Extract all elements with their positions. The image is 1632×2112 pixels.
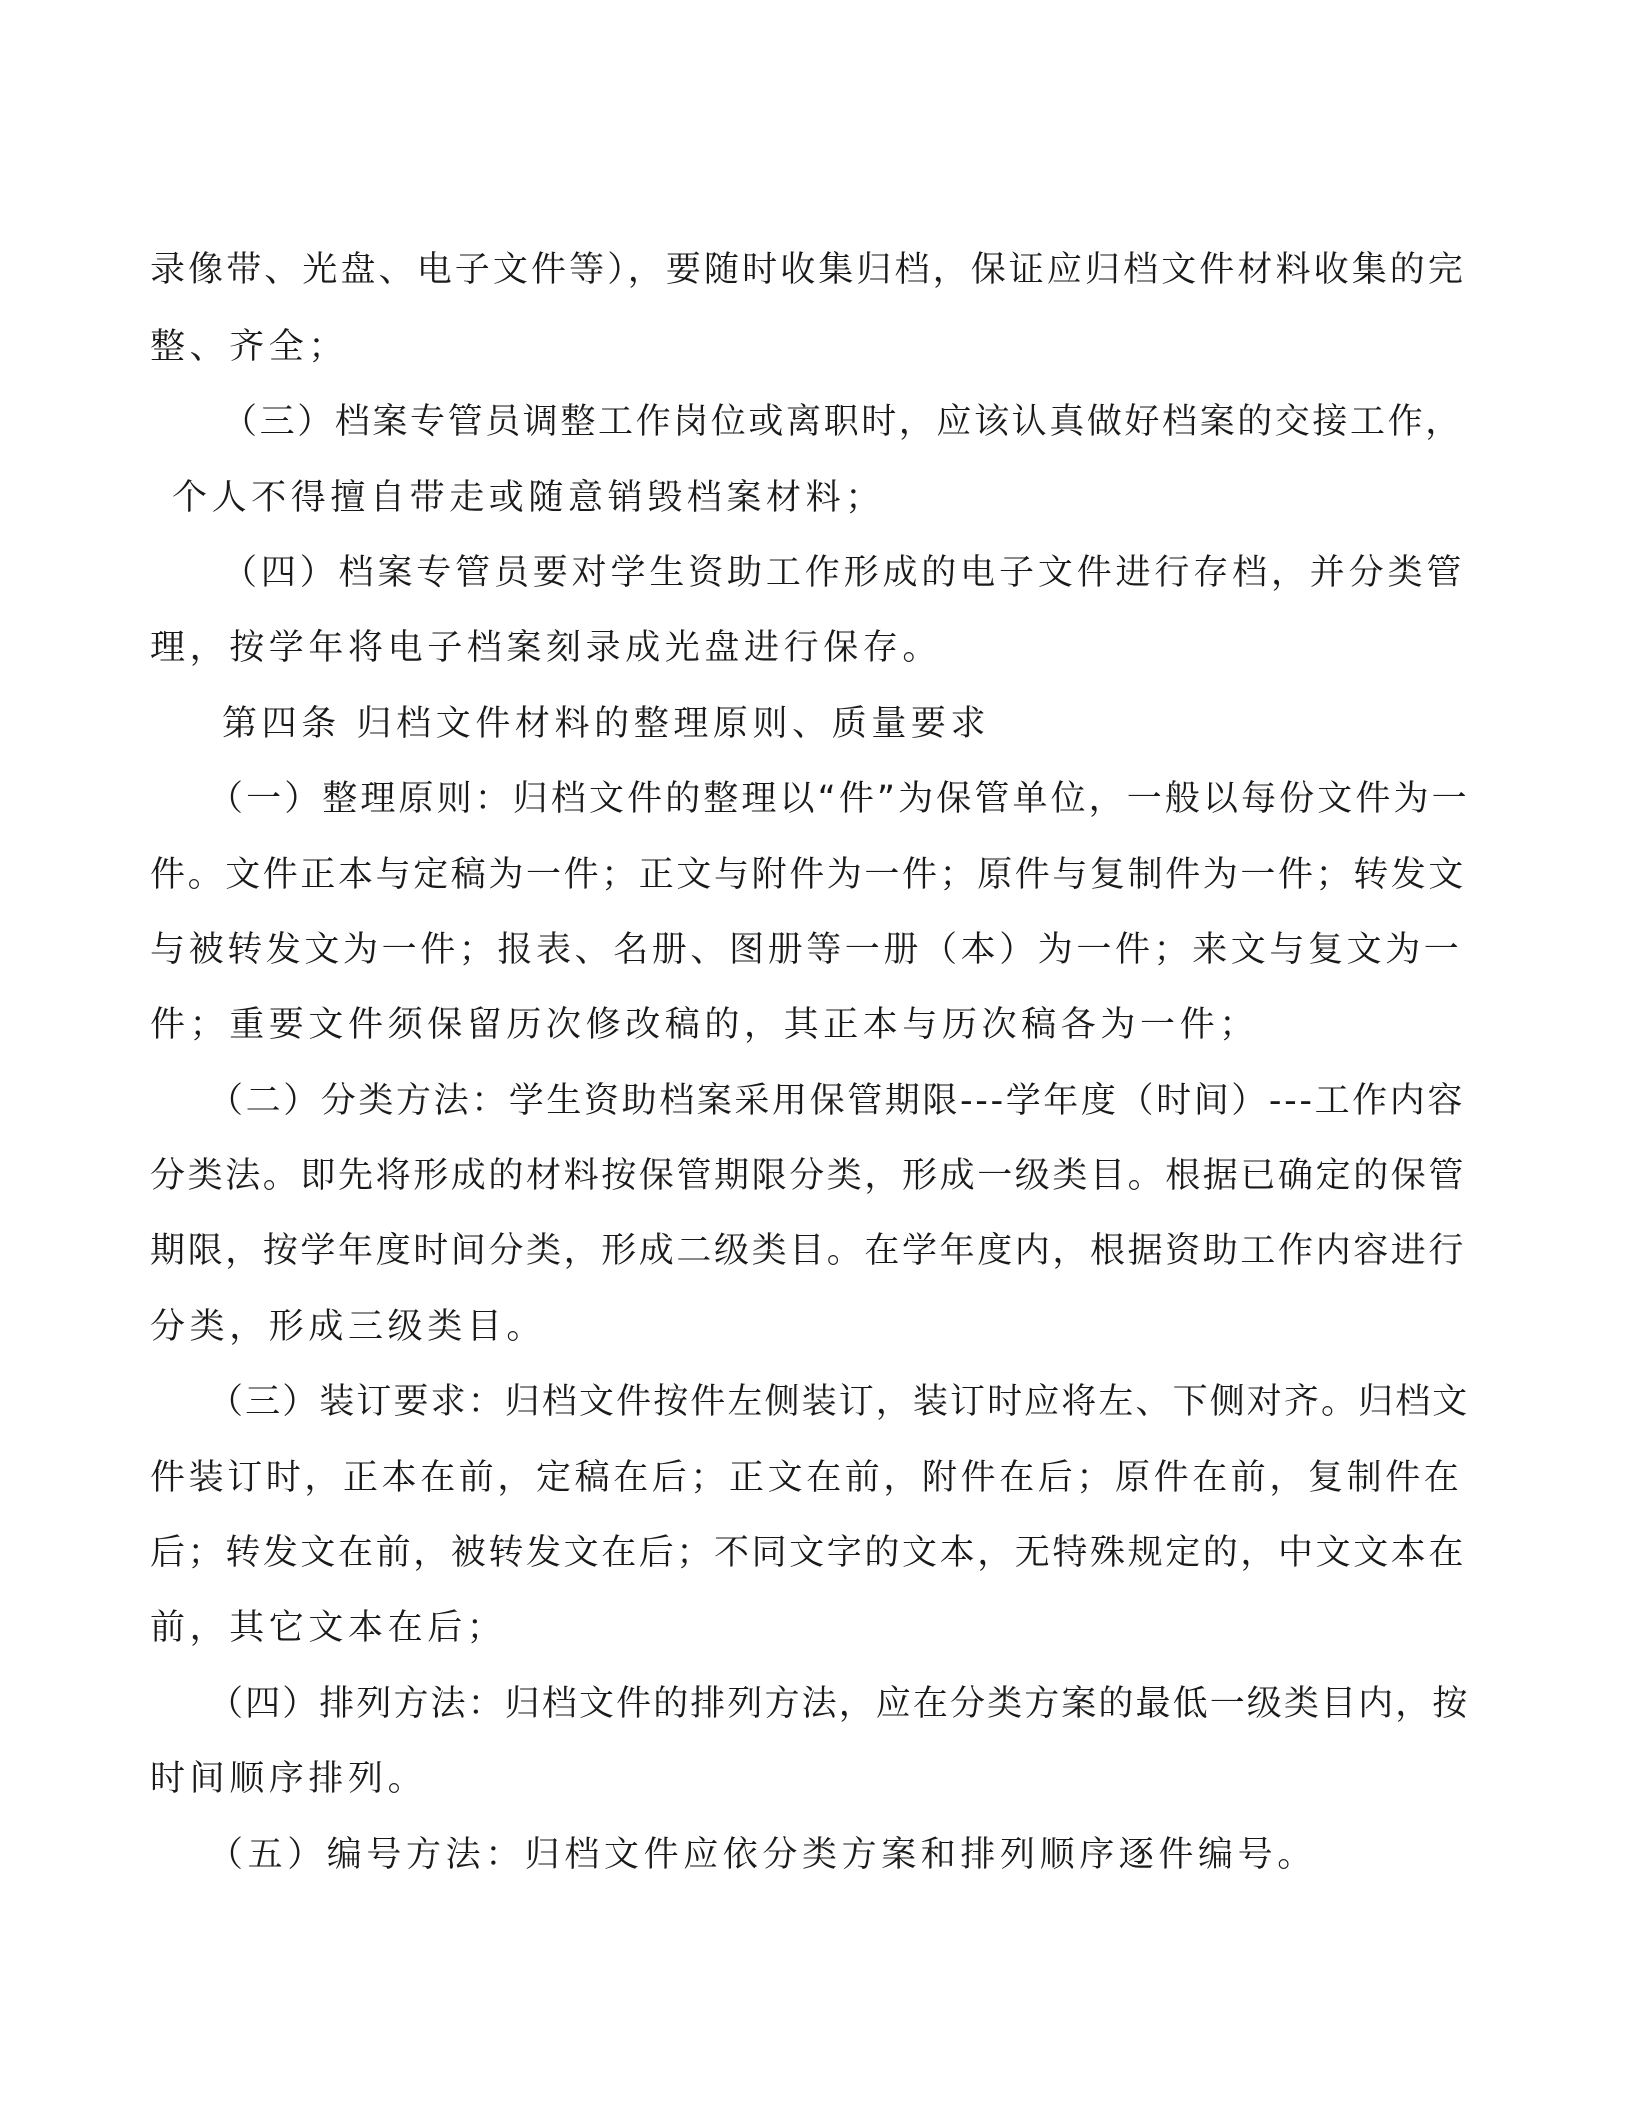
body-line: 件装订时，正本在前，定稿在后；正文在前，附件在后；原件在前，复制件在 bbox=[150, 1458, 1463, 1498]
body-line: 分类法。即先将形成的材料按保管期限分类，形成一级类目。根据已确定的保管 bbox=[150, 1156, 1467, 1196]
body-line: 整、齐全； bbox=[150, 327, 349, 367]
body-line: （三）档案专管员调整工作岗位或离职时，应该认真做好档案的交接工作， bbox=[222, 402, 1463, 442]
body-line: 分类，形成三级类目。 bbox=[150, 1307, 547, 1347]
body-line: 后；转发文在前，被转发文在后；不同文字的文本，无特殊规定的，中文文本在 bbox=[150, 1533, 1467, 1573]
body-line: （二）分类方法：学生资助档案采用保管期限---学年度（时间）---工作内容 bbox=[208, 1081, 1465, 1121]
body-line: 前，其它文本在后； bbox=[150, 1608, 507, 1648]
body-line: （四）排列方法：归档文件的排列方法，应在分类方案的最低一级类目内，按 bbox=[208, 1684, 1470, 1724]
body-line: 个人不得擅自带走或随意销毁档案材料； bbox=[172, 478, 885, 518]
body-line: （四）档案专管员要对学生资助工作形成的电子文件进行存档，并分类管 bbox=[222, 553, 1466, 593]
body-line: （五）编号方法：归档文件应依分类方案和排列顺序逐件编号。 bbox=[208, 1835, 1317, 1875]
body-line: 件。文件正本与定稿为一件；正文与附件为一件；原件与复制件为一件；转发文 bbox=[150, 855, 1467, 895]
section-heading: 第四条 归档文件材料的整理原则、质量要求 bbox=[222, 704, 991, 744]
body-line: 与被转发文为一件；报表、名册、图册等一册（本）为一件；来文与复文为一 bbox=[150, 930, 1463, 970]
body-line: 理，按学年将电子档案刻录成光盘进行保存。 bbox=[150, 628, 943, 668]
body-line: 件；重要文件须保留历次修改稿的，其正本与历次稿各为一件； bbox=[150, 1005, 1259, 1045]
body-line: （一）整理原则：归档文件的整理以“件”为保管单位，一般以每份文件为一 bbox=[208, 779, 1470, 819]
body-line: 期限，按学年度时间分类，形成二级类目。在学年度内，根据资助工作内容进行 bbox=[150, 1231, 1467, 1271]
body-line: 时间顺序排列。 bbox=[150, 1759, 428, 1799]
body-line: （三）装订要求：归档文件按件左侧装订，装订时应将左、下侧对齐。归档文 bbox=[208, 1382, 1470, 1422]
body-line: 录像带、光盘、电子文件等），要随时收集归档，保证应归档文件材料收集的完 bbox=[150, 250, 1467, 290]
